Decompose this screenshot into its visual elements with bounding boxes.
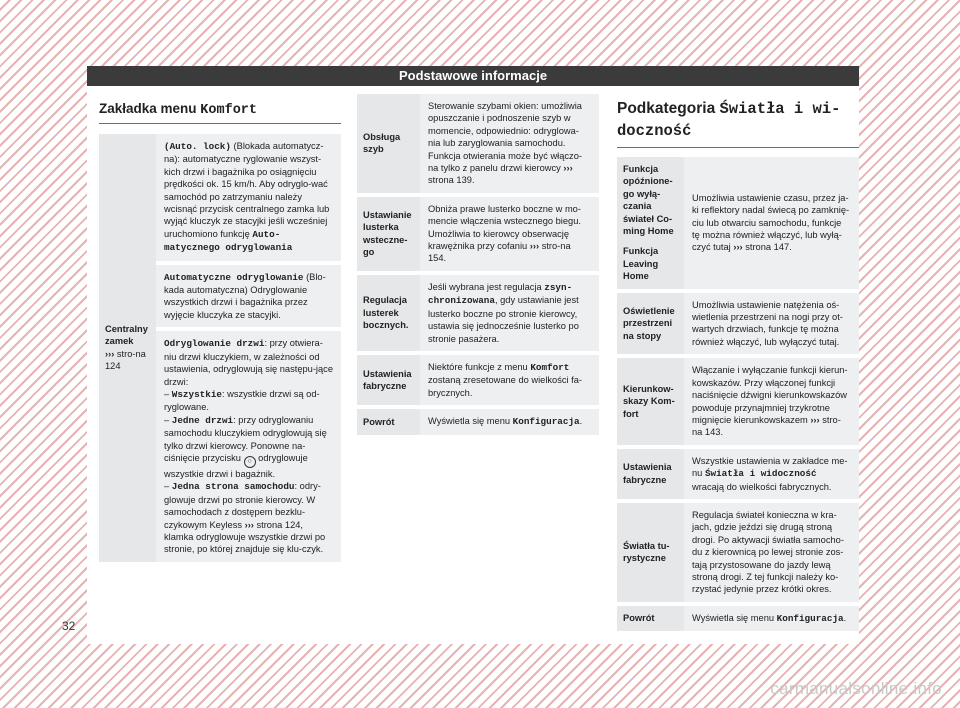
row-values <box>156 134 341 562</box>
heading-mono: Komfort <box>200 103 258 118</box>
row-label: Powrót <box>357 409 420 434</box>
option-one-door-text: : przy odryglowaniu samochodu kluczykiem odryglowują się tylko drzwi kierowcy. Ponowne na-ciśnięcie przycisku <box>164 414 327 463</box>
value-block-auto-unlock <box>156 265 341 328</box>
row-value <box>684 358 859 444</box>
unlock-icon: ○ <box>244 456 256 468</box>
row-label: Kierunkow-skazy Kom-fort <box>617 358 684 444</box>
table-row <box>617 503 859 602</box>
row-label: Ustawianie lusterka wsteczne-go <box>357 197 420 271</box>
option-one-door-mono: Jedne drzwi <box>171 414 234 426</box>
value-text-2: 139. <box>453 175 475 186</box>
row-value <box>684 606 859 631</box>
ref-arrow: ››› <box>563 163 573 174</box>
option-one-door-text-2: odryglowuje wszystkie drzwi i bagażnik. <box>164 452 308 479</box>
value-mono: zsyn-chronizowana <box>428 281 573 307</box>
row-value <box>420 409 599 434</box>
ref-text: strona <box>745 242 772 253</box>
heading-rule <box>99 123 341 124</box>
table-row <box>99 134 341 562</box>
option-one-side-mono: Jedna strona samochodu <box>171 481 295 493</box>
ref-arrow: ››› <box>244 519 254 530</box>
value-text-2: 154. <box>428 253 447 264</box>
row-value <box>684 157 859 289</box>
section-heading-komfort <box>99 93 341 118</box>
manual-page <box>87 66 859 644</box>
value-text-2: zostaną zresetowane do wielkości fa-brycznych. <box>428 375 582 398</box>
value-text-2: 147. <box>771 242 792 253</box>
table-row <box>617 606 859 631</box>
option-all-mono: Wszystkie <box>171 388 222 400</box>
value-text: Umożliwia ustawienie natężenia oś-wietlenia przestrzeni na nogi przy ot-wartych drzwiach, funkcje tę można również włączyć, lub wyłączyć tutaj. <box>692 299 843 347</box>
heading-prefix: Podkategoria <box>617 100 720 117</box>
table-row <box>617 293 859 355</box>
right-column <box>617 93 859 635</box>
ref-arrow: ››› <box>733 242 743 253</box>
label-text-2: Funkcja Leaving Home <box>623 246 659 282</box>
page-header: Podstawowe informacje <box>87 66 859 86</box>
value-text: Wszystkie ustawienia w zakładce me-nu <box>692 455 848 479</box>
row-label: Regulacja lusterek bocznych. <box>357 275 420 351</box>
table-row <box>617 157 859 289</box>
label-text: Centralny zamek <box>105 324 148 347</box>
value-text: Wyświetla się menu <box>428 416 513 427</box>
table-row <box>617 449 859 499</box>
heading-mono: Światła i wi- <box>719 100 841 118</box>
heading-mono-2: doczność <box>617 122 692 140</box>
watermark: carmanualsonline.info <box>770 679 942 698</box>
table-row <box>357 275 599 351</box>
value-text: Obniża prawe lusterko boczne w mo-mencie włączenia wstecznego biegu. Umożliwia to kierowcy obserwację krawężnika przy cofaniu <box>428 203 581 252</box>
section-heading-lights <box>617 93 859 142</box>
row-label: Światła tu-rystyczne <box>617 503 684 602</box>
row-value <box>684 503 859 602</box>
option-one-side-text: : odry-glowuje drzwi po stronie kierowcy. W samochodach z dostępem bezklu-czykowym Keyless <box>164 481 321 530</box>
left-column <box>99 93 341 566</box>
row-label <box>617 157 684 289</box>
ref-text: stro-na <box>692 414 841 438</box>
value-mono: Komfort <box>530 361 570 373</box>
value-text-2: . <box>843 612 847 623</box>
value-text: Jeśli wybrana jest regulacja <box>428 281 545 292</box>
ref-text: strona <box>256 519 283 530</box>
value-block-door-unlock: Odryglowanie drzwi: przy otwiera-niu drzwi kluczykiem, w zależności od ustawienia, odryglowują się następu-jące drzwi: – Wszystkie: wszystkie drzwi są od-ryglowane. – Jedne drzwi: przy odryglowaniu samochodu kluczykiem odryglowują się tylko drzwi kierowcy. Ponowne na-ciśnięcie przycisku ○ odryglowuje wszystkie drzwi i bagażnik. – Jedna strona samochodu: odry-glowuje drzwi po stronie kierowcy. W samochodach z dostępem bezklu-czykowym Keyless ››› strona 124, klamka odryglowuje wszystkie drzwi po stronie, po której znajduje się klu-czyk. <box>156 331 341 562</box>
table-row <box>357 409 599 434</box>
heading-prefix: Zakładka menu <box>99 101 201 116</box>
value-text: Włączanie i wyłączanie funkcji kierun-kowskazów. Przy włączonej funkcji naciśnięcie dźwigni kierunkowskazów powoduje przynajmniej trzykrotne mignięcie kierunkowskazem <box>692 365 848 425</box>
auto-lock-mono: (Auto. lock) <box>164 141 231 152</box>
row-label: Obsługa szyb <box>357 94 420 193</box>
page-number: 32 <box>62 619 76 633</box>
value-text: Niektóre funkcje z menu <box>428 361 531 372</box>
door-unlock-desc: : przy otwiera-niu drzwi kluczykiem, w zależności od ustawienia, odryglowują się następu-jące drzwi: <box>164 338 333 387</box>
ref-text: strona <box>428 175 454 186</box>
ref-arrow: ››› <box>105 348 115 359</box>
table-row <box>357 355 599 405</box>
auto-unlock-desc: (Blo-kada automatyczna) Odryglowanie wszystkich drzwi i bagażnika przez wyjęcie kluczyka ze stacyjki. <box>164 271 326 320</box>
value-text: Umożliwia ustawienie czasu, przez ja-ki reflektory nadal świecą po zamknię-ciu lub otwarciu samochodu, funkcje tę można również włączyć, lub wyłą-czyć tutaj <box>692 192 850 253</box>
ref-arrow: ››› <box>810 414 820 425</box>
value-text: Wyświetla się menu <box>692 612 777 623</box>
auto-unlock-title: Automatyczne odryglowanie <box>164 271 304 283</box>
value-text-2: 143. <box>702 427 724 438</box>
value-text: Sterowanie szybami okien: umożliwia opuszczanie i podnoszenie szyb w momencie, odpowiednio: odryglowa-nia lub zaryglowania samochodu. Funkcja otwierania może być włączo-na tylko z panelu drzwi kierowcy <box>428 101 582 174</box>
door-unlock-title: Odryglowanie drzwi <box>164 338 265 350</box>
middle-column <box>357 90 599 439</box>
table-row <box>357 197 599 271</box>
row-label: Oświetlenie przestrzeni na stopy <box>617 293 684 355</box>
value-mono: Konfiguracja <box>512 416 580 428</box>
komfort-table-2 <box>357 90 599 439</box>
table-row <box>357 94 599 193</box>
option-one-side-text-2: 124, klamka odryglowuje wszystkie drzwi po stronie, po której znajduje się klu-czyk. <box>164 519 326 555</box>
komfort-table <box>99 130 341 566</box>
row-value <box>684 293 859 355</box>
value-mono: Konfiguracja <box>776 612 844 624</box>
option-all-text: : wszystkie drzwi są od-ryglowane. <box>164 388 320 413</box>
row-label <box>99 134 156 562</box>
row-value <box>420 355 599 405</box>
ref-text: stro-na <box>541 241 571 252</box>
auto-unlock-mono: Auto-matycznego odryglowania <box>164 228 293 254</box>
ref-arrow: ››› <box>529 241 540 252</box>
table-row <box>617 358 859 444</box>
row-value <box>420 197 599 271</box>
row-value <box>420 275 599 351</box>
row-value <box>420 94 599 193</box>
row-label: Powrót <box>617 606 684 631</box>
value-text-2: . <box>579 416 583 427</box>
row-label: Ustawienia fabryczne <box>617 449 684 499</box>
row-label: Ustawienia fabryczne <box>357 355 420 405</box>
value-block-auto-lock <box>156 134 341 261</box>
value-text-2: , gdy ustawianie jest lusterko boczne po stronie kierowcy, ustawia się jednocześnie lusterko po stronie pasażera. <box>428 295 579 344</box>
heading-rule <box>617 147 859 148</box>
ref-text: stro-na 124 <box>105 348 146 372</box>
row-value <box>684 449 859 499</box>
value-mono: Światła i widoczność <box>704 468 817 480</box>
auto-lock-text: (Blokada automatycz-na): automatyczne ryglowanie wszyst-kich drzwi i bagażnika po osiągnięciu prędkości ok. 15 km/h. Aby odryglo-wać samochód po zatrzymaniu należy wcisnąć przycisk centralnego zamka lub wyjąć kluczyk ze stacyjki jeśli wcześniej uruchomiono funkcję <box>164 141 330 239</box>
lights-table <box>617 153 859 635</box>
value-text-2: wracają do wielkości fabrycznych. <box>692 481 832 492</box>
label-text: Funkcja opóźnione-go wyłą-czania świateł Co-ming Home <box>623 164 674 237</box>
value-text: Regulacja świateł konieczna w kra-jach, gdzie jeździ się drugą stroną drogi. Po aktywacji światła samocho-du z kierownicą po lewej stronie zos-tają przystosowane do jazdy lewą stroną drogi. Z tej funkcji należy ko-rzystać jedynie przez krótki okres. <box>692 509 844 595</box>
